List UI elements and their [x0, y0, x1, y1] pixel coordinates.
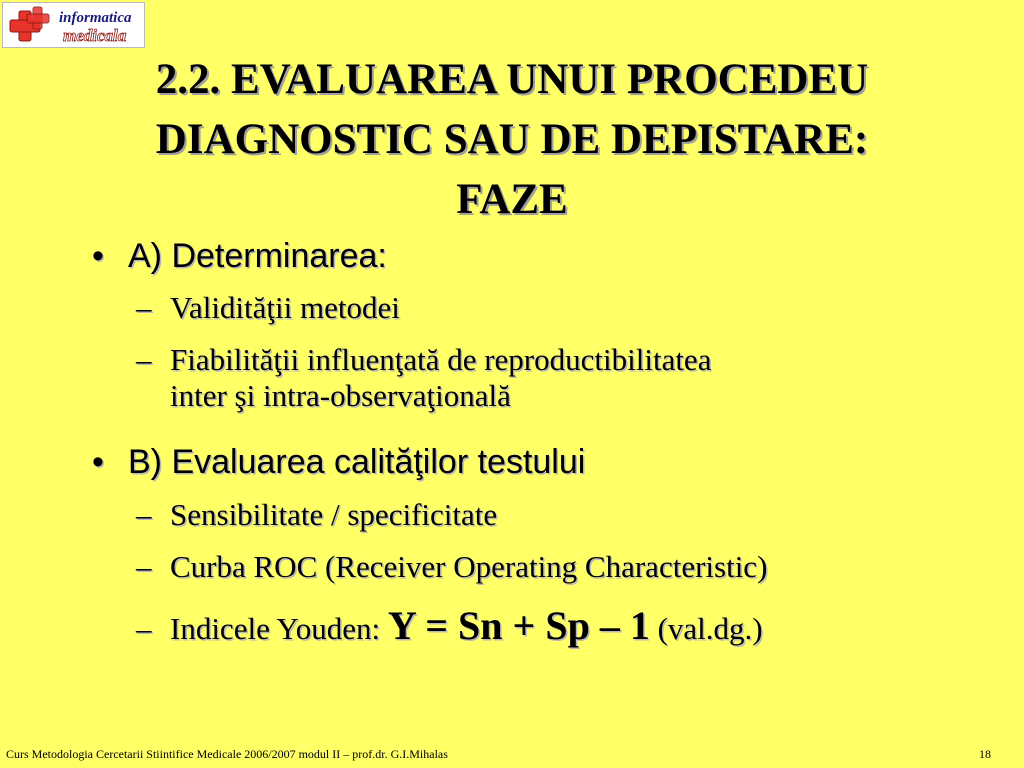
bullet-text: A) Determinarea:	[128, 237, 387, 275]
youden-formula: Y = Sn + Sp – 1	[387, 603, 650, 648]
title-line: 2.2. EVALUAREA UNUI PROCEDEU	[155, 56, 869, 103]
title-line: FAZE	[456, 176, 568, 223]
sub-bullet-reliability	[136, 342, 711, 414]
bullet-a	[92, 236, 387, 276]
sub-bullet-sensitivity	[136, 497, 497, 533]
title-line: DIAGNOSTIC SAU DE DEPISTARE:	[155, 116, 869, 163]
sub-bullet-text: Curba ROC (Receiver Operating Characteristic)	[170, 549, 768, 584]
bullet-marker: •	[92, 443, 104, 481]
dash-marker: –	[136, 290, 152, 325]
dash-marker: –	[136, 497, 152, 532]
youden-suffix: (val.dg.)	[649, 611, 763, 646]
youden-label: Indicele Youden:	[170, 611, 388, 646]
logo-text-medicala: medicala	[63, 26, 127, 45]
sub-bullet-youden-index	[136, 603, 763, 648]
dash-marker: –	[136, 549, 152, 584]
logo-text-informatica: informatica	[59, 10, 132, 26]
sub-bullet-text-line2: inter şi intra-observaţională	[170, 378, 511, 413]
sub-bullet-text: Validităţii metodei	[170, 290, 400, 325]
sub-bullet-text: Sensibilitate / specificitate	[170, 497, 498, 532]
slide-footer: Curs Metodologia Cercetarii Stiintifice Medicale 2006/2007 modul II – prof.dr. G.I.Mihalas	[6, 747, 448, 761]
dash-marker: –	[136, 342, 152, 377]
sub-bullet-validity	[136, 290, 400, 326]
bullet-marker: •	[92, 237, 104, 275]
bullet-text: B) Evaluarea calităţilor testului	[128, 443, 586, 481]
page-number: 18	[979, 747, 991, 761]
dash-marker: –	[136, 611, 152, 646]
sub-bullet-text-line1: Fiabilităţii influenţată de reproductibilitatea	[170, 342, 712, 377]
sub-bullet-roc-curve	[136, 549, 767, 585]
bullet-b	[92, 442, 585, 482]
